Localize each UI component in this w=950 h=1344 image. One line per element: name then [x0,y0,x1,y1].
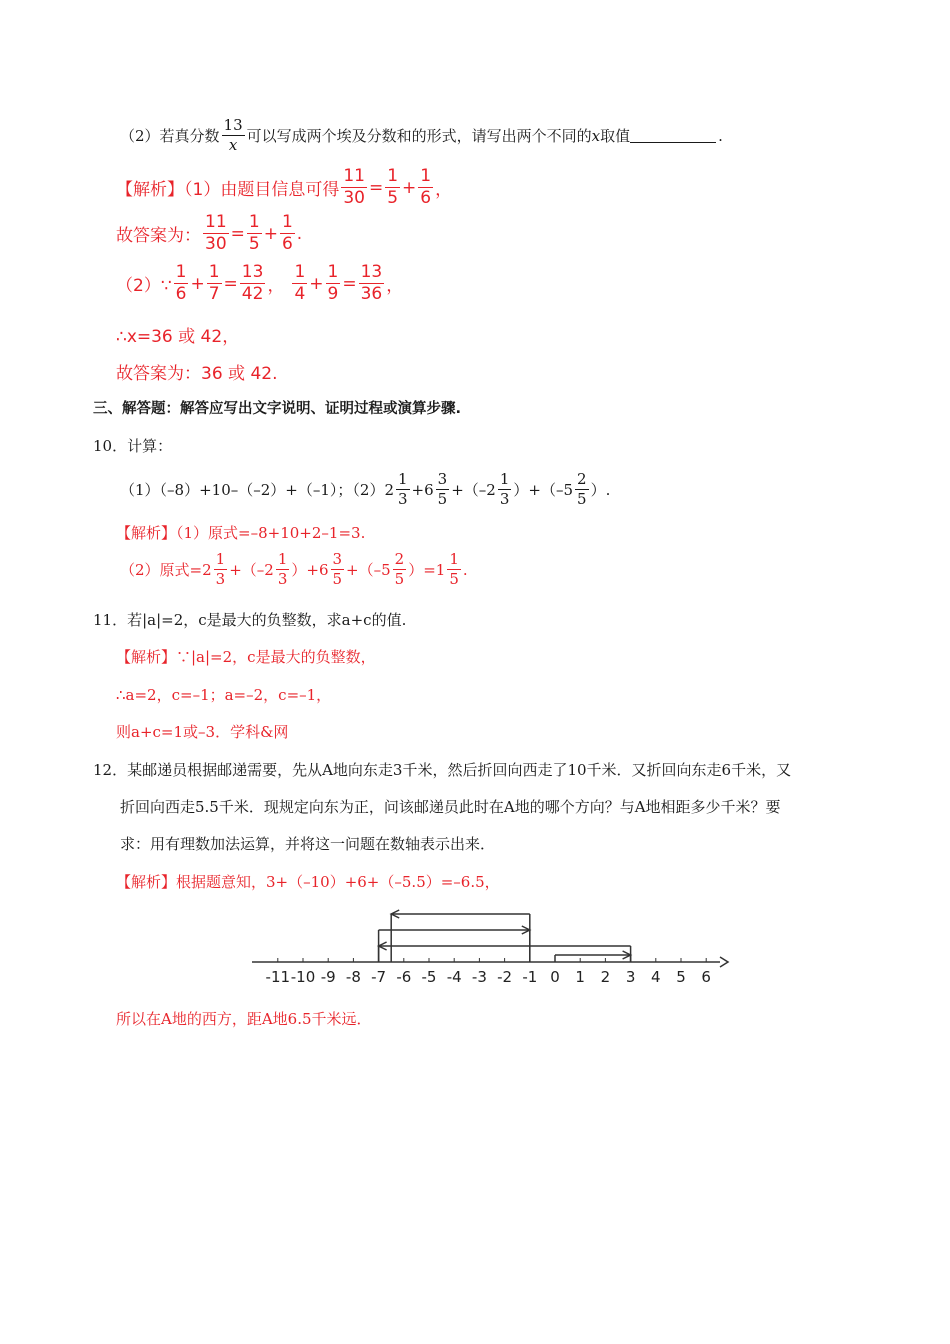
tick-label: -2 [497,968,513,986]
fraction [174,264,189,303]
numerator: 1 [208,262,220,282]
denominator: 5 [437,490,448,508]
fraction [203,214,229,253]
expr-part: +（–2 [229,561,274,579]
solution-9-line-3 [116,264,403,303]
q9-suffix: 取值 [600,127,631,145]
fraction-numerator: 13 [223,116,243,134]
numerator: 13 [360,262,383,282]
numerator: 1 [175,262,187,282]
tick-label: 6 [701,968,711,986]
section-3-heading: 三、解答题：解答应写出文字说明、证明过程或演算步骤. [93,401,462,417]
denominator: 3 [499,490,510,508]
fraction [280,214,295,253]
denominator: 5 [387,188,399,208]
question-12-line-2: 折回向西走5.5千米．现规定向东为正，问该邮递员此时在A地的哪个方向？与A地相距多少千米？要 [120,798,781,816]
solution-11-line-1: 【解析】∵|a|=2，c是最大的负整数， [116,648,376,666]
number-line-diagram [250,900,730,990]
plus-sign: + [190,273,205,294]
answer-blank [630,141,716,143]
expr-part: +（–2 [451,481,496,499]
numerator: 1 [281,212,293,232]
question-12-line-3: 求：用有理数加法运算，并将这一问题在数轴表示出来． [120,835,496,853]
question-9-part-2 [120,118,723,153]
numerator: 1 [499,470,510,488]
expr-part: +6 [411,480,434,499]
denominator: 5 [394,570,405,588]
tick-label: -8 [345,968,361,986]
fraction [326,264,341,303]
tick-label: 4 [651,968,661,986]
expr-part: ）+（–5 [513,481,574,499]
axis-arrow-icon [720,957,728,967]
fraction [575,472,589,507]
denominator: 6 [175,284,187,304]
denominator: 3 [215,570,226,588]
tick-label: -10 [290,968,316,986]
denominator: 30 [205,234,227,254]
numerator: 1 [215,550,226,568]
fraction [341,168,367,207]
sol9-l2-prefix: 故答案为： [116,226,201,246]
numerator: 3 [332,550,343,568]
solution-12: 【解析】根据题意知，3+（–10）+6+（–5.5）=–6.5， [116,873,500,891]
q9-var: x [591,126,601,145]
denominator: 9 [327,284,339,304]
equals-sign: = [230,223,245,244]
denominator: 30 [343,188,365,208]
tick-label: 3 [625,968,636,986]
fraction-13-over-x [222,118,245,153]
denominator: 3 [398,490,408,508]
tick-label: -1 [522,968,538,986]
tick-label: -6 [396,968,412,986]
fraction [385,168,400,207]
numerator: 1 [398,470,408,488]
fraction [207,264,222,303]
period: . [296,223,303,244]
plus-sign: + [309,273,324,294]
fraction-denominator: x [228,136,238,154]
separator: ， [267,276,285,296]
fraction [498,472,512,507]
expr-part: +（–5 [346,561,391,579]
sol9-l3-prefix: （2）∵ [116,276,172,296]
tick-label: -5 [421,968,437,986]
solution-11-line-3: 则a+c=1或–3．学科&网 [116,723,289,741]
denominator: 5 [332,570,343,588]
denominator: 4 [294,284,306,304]
fraction [359,264,385,303]
question-10-title: 10．计算： [93,437,173,455]
numerator: 1 [420,166,432,186]
denominator: 42 [241,284,264,304]
denominator: 6 [281,234,293,254]
solution-12-conclusion: 所以在A地的西方，距A地6.5千米远． [116,1010,372,1028]
expr-part: . [462,560,468,579]
numerator: 1 [387,166,399,186]
plus-sign: + [402,177,417,198]
tick-label: -4 [446,968,462,986]
q9-mid: 可以写成两个埃及分数和的形式，请写出两个不同的 [246,127,592,145]
numerator: 3 [437,470,448,488]
fraction [240,264,266,303]
fraction [276,552,290,587]
comma: ， [435,180,453,200]
solution-10-line-2 [120,552,468,587]
tick-label: 1 [575,968,585,986]
denominator: 3 [277,570,288,588]
fraction [393,552,407,587]
denominator: 7 [208,284,220,304]
comma: ， [386,276,404,296]
expr-part: ）+6 [291,561,329,579]
numerator: 1 [294,262,306,282]
expr-part: ）. [590,481,611,499]
equals-sign: = [342,273,357,294]
fraction [214,552,228,587]
solution-9-line-5: 故答案为：36 或 42. [116,364,278,384]
expr-part: （1）（–8）+10–（–2）+（–1）；（2）2 [120,481,394,499]
tick-label: -3 [471,968,487,986]
denominator: 6 [420,188,432,208]
plus-sign: + [263,223,278,244]
question-12-line-1: 12．某邮递员根据邮递需要，先从A地向东走3千米，然后折回向西走了10千米．又折回向东走6千米，又 [93,761,792,779]
numerator: 2 [577,470,587,488]
tick-label: -9 [320,968,336,986]
q9-prefix: （2）若真分数 [120,127,220,145]
fraction [396,472,410,507]
solution-9-line-4: ∴x=36 或 42， [116,327,240,347]
numerator: 13 [241,262,264,282]
solution-10-line-1: 【解析】（1）原式=–8+10+2–1=3. [116,524,366,542]
expr-part: ）=1 [408,561,446,579]
denominator: 5 [577,490,587,508]
denominator: 5 [449,570,459,588]
denominator: 36 [360,284,383,304]
equals-sign: = [223,273,238,294]
tick-label: 2 [600,968,611,986]
tick-label: 5 [676,968,686,986]
expr-part: （2）原式=2 [120,561,212,579]
solution-11-line-2: ∴a=2，c=–1；a=–2，c=–1， [116,686,332,704]
numerator: 1 [327,262,339,282]
solution-9-line-2 [116,214,302,253]
fraction [247,214,262,253]
numerator: 11 [343,166,365,186]
equals-sign: = [368,177,384,198]
tick-label: -11 [265,968,291,986]
fraction [436,472,450,507]
fraction [331,552,345,587]
question-10-expression [120,472,610,507]
solution-9-line-1 [116,168,452,207]
numerator: 1 [449,550,459,568]
question-11: 11．若|a|=2，c是最大的负整数，求a+c的值. [93,611,407,629]
tick-label: -7 [371,968,387,986]
numerator: 1 [248,212,260,232]
fraction [418,168,433,207]
numerator: 2 [394,550,405,568]
tick-label: 0 [550,968,560,986]
sol9-l1-prefix: 【解析】（1）由题目信息可得 [116,180,340,200]
denominator: 5 [248,234,260,254]
q9-end: . [718,126,723,145]
numerator: 11 [205,212,227,232]
numerator: 1 [277,550,288,568]
fraction [292,264,307,303]
fraction [447,552,461,587]
